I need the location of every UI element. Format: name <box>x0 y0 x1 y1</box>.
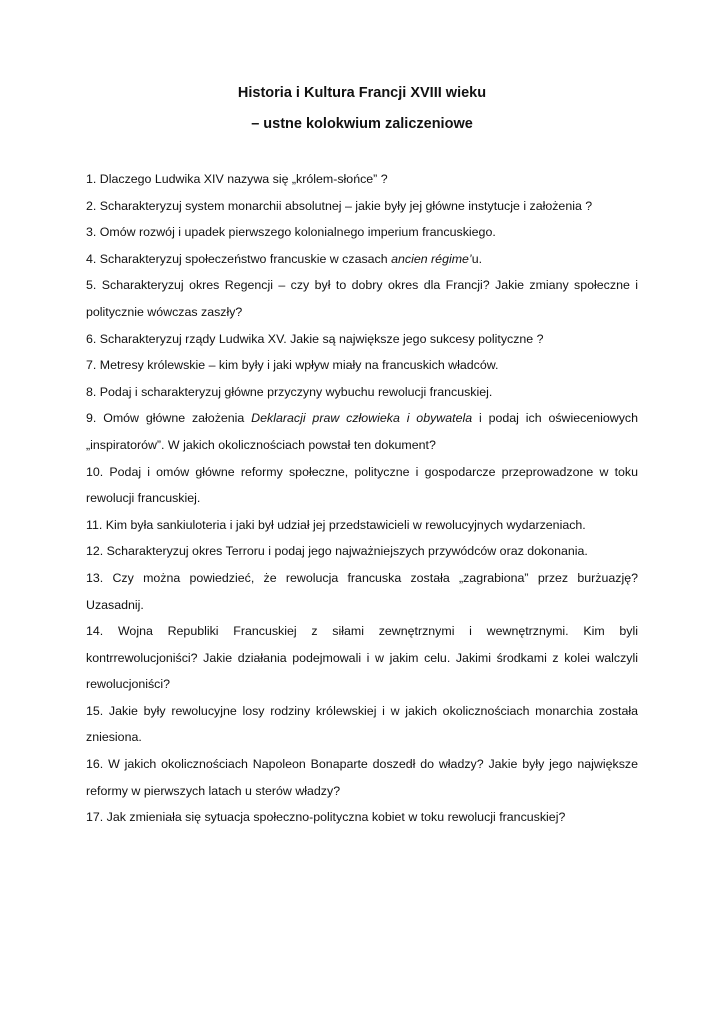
question-2: 2. Scharakteryzuj system monarchii absolutnej – jakie były jej główne instytucje i założenia ? <box>86 198 593 213</box>
question-16: 16. W jakich okolicznościach Napoleon Bonaparte doszedł do władzy? Jakie były jego największe reformy w pierwszych latach u sterów władzy? <box>86 757 638 798</box>
question-9-text-end: i podaj ich oświeceniowych „inspiratorów”. W jakich okolicznościach powstał ten dokument? <box>86 411 638 452</box>
question-4-text-end: u. <box>471 251 483 266</box>
question-15: 15. Jakie były rewolucyjne losy rodziny królewskiej i w jakich okolicznościach monarchia została zniesiona. <box>86 703 638 745</box>
question-14: 14. Wojna Republiki Francuskiej z siłami zewnętrznymi i wewnętrznymi. Kim byli kontrrewolucjoniści? Jakie działania podejmowali i w jakim celu. Jakimi środkami z kolei walczyli rewolucjoniści? <box>86 624 638 692</box>
question-4-text-start: 4. Scharakteryzuj społeczeństwo francuskie w czasach <box>86 251 392 266</box>
question-11: 11. Kim była sankiuloteria i jaki był udział jej przedstawicieli w rewolucyjnych wydarzeniach. <box>86 517 586 532</box>
question-3: 3. Omów rozwój i upadek pierwszego kolonialnego imperium francuskiego. <box>86 225 496 240</box>
question-7: 7. Metresy królewskie – kim były i jaki wpływ miały na francuskich władców. <box>86 358 499 373</box>
question-9-text-start: 9. Omów główne założenia <box>86 411 252 426</box>
document-title: Historia i Kultura Francji XVIII wieku <box>237 85 487 101</box>
question-list <box>86 166 638 831</box>
question-4 <box>86 246 638 273</box>
question-9-italic-term: Deklaracji praw człowieka i obywatela <box>251 411 473 426</box>
question-1: 1. Dlaczego Ludwika XIV nazywa się „królem-słońce” ? <box>86 172 388 186</box>
question-8: 8. Podaj i scharakteryzuj główne przyczyny wybuchu rewolucji francuskiej. <box>86 384 493 399</box>
question-9 <box>86 405 638 458</box>
question-6: 6. Scharakteryzuj rządy Ludwika XV. Jakie są największe jego sukcesy polityczne ? <box>86 331 544 346</box>
question-5: 5. Scharakteryzuj okres Regencji – czy był to dobry okres dla Francji? Jakie zmiany społeczne i politycznie wówczas zaszły? <box>86 278 638 319</box>
question-17: 17. Jak zmieniała się sytuacja społeczno-polityczna kobiet w toku rewolucji francuskiej? <box>86 810 566 825</box>
question-10: 10. Podaj i omów główne reformy społeczne, polityczne i gospodarcze przeprowadzone w toku rewolucji francuskiej. <box>86 464 638 506</box>
question-4-italic-term: ancien régime’ <box>391 251 472 266</box>
document-subtitle: – ustne kolokwium zaliczeniowe <box>251 116 473 132</box>
question-13: 13. Czy można powiedzieć, że rewolucja francuska została „zagrabiona” przez burżuazję? Uzasadnij. <box>86 570 638 612</box>
question-12: 12. Scharakteryzuj okres Terroru i podaj jego najważniejszych przywódców oraz dokonania. <box>86 544 588 559</box>
